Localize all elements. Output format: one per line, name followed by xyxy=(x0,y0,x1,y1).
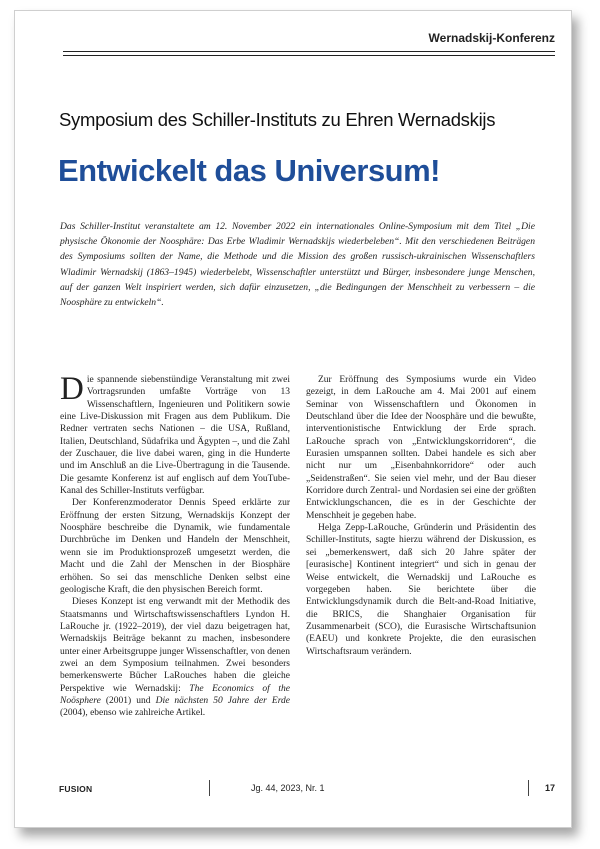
body-paragraph-1 xyxy=(60,371,290,497)
footer-divider xyxy=(528,780,529,796)
article-lead: Das Schiller-Institut veranstaltete am 12. November 2022 ein internationales Online-Symposium mit dem Titel „Die physische Ökonomie der Noosphäre: Das Erbe Wladimir Wernadskijs wiederbeleben“. Mit den verschiedenen Beiträgen des Symposiums sollten der Name, die Methode und die Mission des großen russisch-ukrainischen Wissenschaftlers Wladimir Wernadskij (1863–1945) wiederbelebt, Wissenschaftler unterstützt und Bürger, insbesondere junge Menschen, auf der ganzen Welt inspiriert werden, sich dafür einzusetzen, „die Bedingungen der Menschheit zu verbessern – die Noosphäre zu entwickeln“. xyxy=(60,221,535,309)
drop-cap: D xyxy=(60,371,84,407)
body-paragraph-2: Der Konferenzmoderator Dennis Speed erklärte zur Eröffnung der ersten Sitzung, Wernadskijs Konzept der Noosphäre beschreibe die Dynamik, wie fundamentale Durchbrüche im Denken und Handeln der Menschheit, wenn sie im Produktionsprozeß umgesetzt werden, die Macht und die Zahl der Menschen in der Biosphäre erhöhen. So sei das menschliche Denken selbst eine geologische Kraft, die den physischen Bereich formt. xyxy=(60,498,290,595)
footer-divider xyxy=(209,780,210,796)
article-kicker: Symposium des Schiller-Instituts zu Ehren Wernadskijs xyxy=(59,109,496,130)
article-headline: Entwickelt das Universum! xyxy=(58,153,441,188)
article-body xyxy=(60,371,536,732)
page-footer xyxy=(59,782,555,798)
body-paragraph-3 xyxy=(60,596,290,719)
book-title-2: Die nächsten 50 Jahre der Erde xyxy=(155,695,291,706)
magazine-brand: FUSION xyxy=(59,784,93,794)
body-paragraph-5: Helga Zepp-LaRouche, Gründerin und Präsidentin des Schiller-Instituts, sagte hierzu während der Diskussion, es sei „bemerkenswert, daß sich 20 Jahre später der [eurasische] Kontinent integriert“ und sich in genau der Weise entwickelt, die Wernadskij und LaRouche es vorgegeben haben. Sie berichtete über die Entwicklungsdynamik durch die Belt-and-Road Initiative, die BRICS, die Shanghaier Organisation für Zusammenarbeit (SCO), die Eurasische Wirtschaftsunion (EAEU) und konkrete Projekte, die den eurasischen Wirtschaftsraum verändern. xyxy=(306,523,536,657)
header-rule xyxy=(63,55,555,56)
book-title-1: The Economics of the Noösphere xyxy=(60,683,290,706)
section-title: Wernadskij-Konferenz xyxy=(428,31,555,45)
header-bar xyxy=(63,27,555,52)
issue-info: Jg. 44, 2023, Nr. 1 xyxy=(251,783,325,793)
page-number: 17 xyxy=(544,783,555,793)
paragraph-text: ie spannende siebenstündige Veranstaltung mit zwei Vortragsrunden umfaßte Vorträge von 13 Wissenschaftlern, Ingenieuren und Politikern sowie eine Live-Diskussion mit Fragen aus dem Publikum. Die Redner vertraten sechs Nationen – die USA, Rußland, Italien, Deutschland, Südafrika und Ägypten –, und die Zahl der Zuschauer, die live dabei waren, ging in die Hunderte und im Anschluß an die Live-Übertragung in die Tausende. Die gesamte Konferenz ist auf englisch auf dem YouTube-Kanal des Schiller-Instituts verfügbar. xyxy=(60,375,290,497)
magazine-page xyxy=(14,10,572,828)
body-paragraph-4: Zur Eröffnung des Symposiums wurde ein Video gezeigt, in dem LaRouche am 4. Mai 2001 auf einem Seminar von Wissenschaftlern und Ökonomen in Deutschland über die Idee der Noosphäre und die bewußte, interventionistische Entwicklung der Erde sprach. LaRouche sprach von „Entwicklungskorridoren“, die Eurasien umspannen sollten. Dabei handele es sich aber nicht nur um „Eisenbahnkorridore“ oder auch „Seidenstraßen“. Sie seien viel mehr, und der Bau dieser Korridore durch Zentral- und Nordasien sei eine der größten Entwicklungschancen, die es in der Geschichte der Menschheit je gegeben habe. xyxy=(306,375,536,521)
paragraph-text: Dieses Konzept ist eng verwandt mit der Methodik des Staatsmanns und Wirtschaftswissenschaftlers Lyndon H. LaRouche jr. (1922–2019), der viel dazu beigetragen hat, Wernadskijs Beiträge bekannt zu machen, insbesondere unter einer Arbeitsgruppe junger Wissenschaftler, von denen zwei an dem Symposium teilnahmen. Zwei besonders bemerkenswerte Bücher LaRouches haben die gleiche Perspektive wie Wernadskij: xyxy=(60,597,290,694)
paragraph-text: (2004), ebenso wie zahlreiche Artikel. xyxy=(60,708,206,719)
paragraph-text: (2001) und xyxy=(100,695,156,706)
